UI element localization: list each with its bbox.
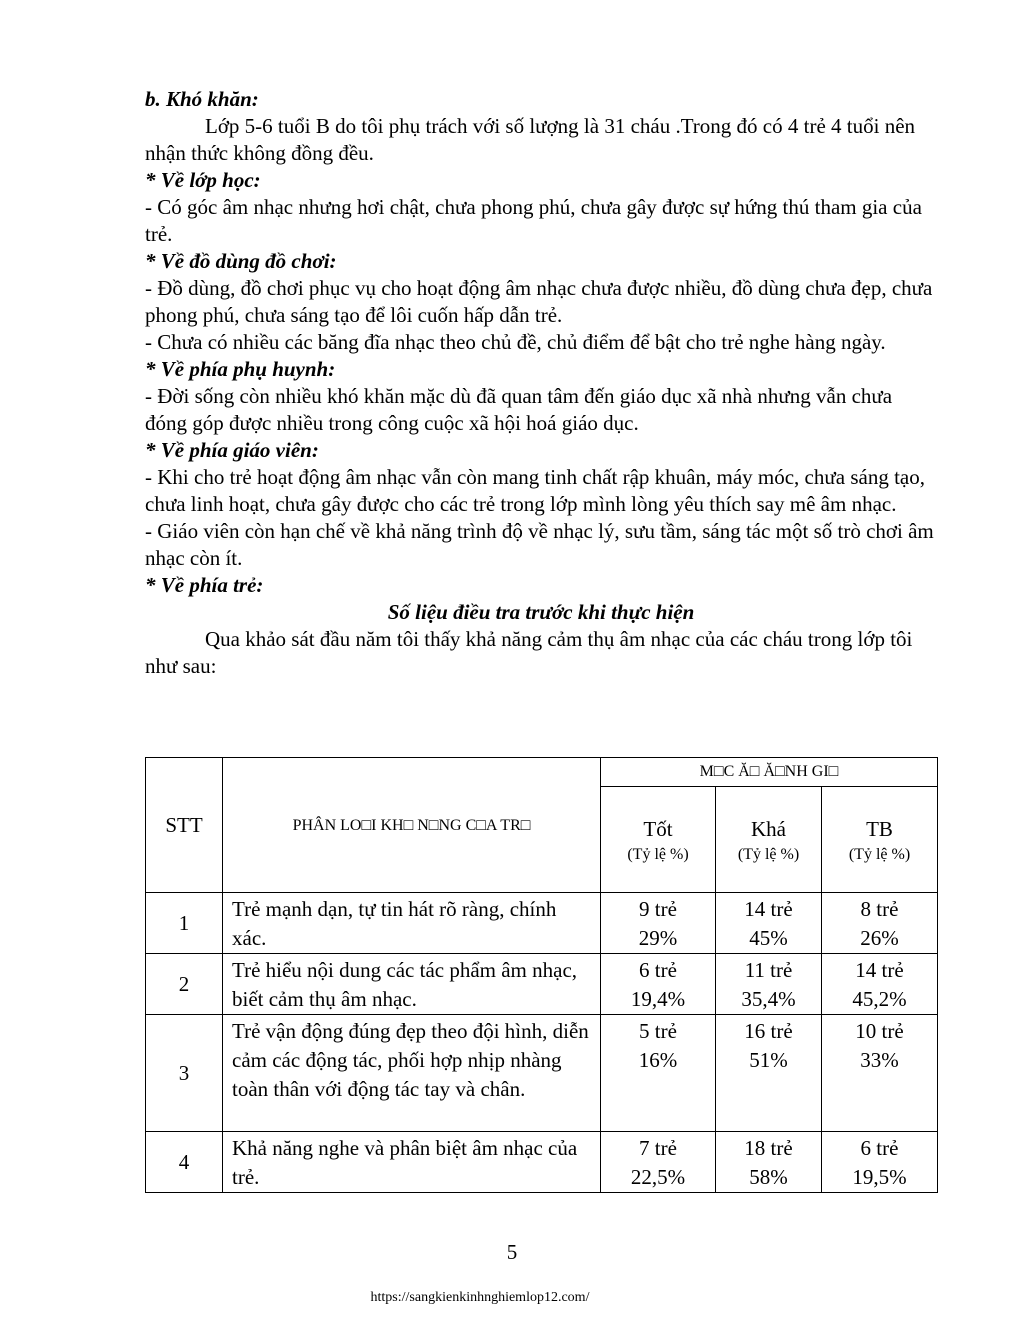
page-number: 5 bbox=[506, 1240, 518, 1264]
header-level-good bbox=[601, 787, 716, 893]
row-stt: 1 bbox=[146, 893, 223, 954]
level-good-label: Tốt bbox=[643, 817, 673, 841]
heading-difficulties: b. Khó khăn: bbox=[145, 87, 259, 111]
paragraph-teachers-2: - Giáo viên còn hạn chế về khả năng trình độ về nhạc lý, sưu tầm, sáng tác một số trò chơi âm nhạc còn ít. bbox=[145, 519, 934, 570]
header-category: PHÂN LO□I KH□ N□NG C□A TR□ bbox=[223, 758, 601, 893]
paragraph-materials-2: - Chưa có nhiều các băng đĩa nhạc theo chủ đề, chủ điểm để bật cho trẻ nghe hàng ngày. bbox=[145, 330, 886, 354]
row-val-fair: 14 trẻ 45% bbox=[716, 893, 822, 954]
row-val-average: 8 trẻ 26% bbox=[822, 893, 938, 954]
row-stt: 4 bbox=[146, 1132, 223, 1193]
row-desc: Khả năng nghe và phân biệt âm nhạc của trẻ. bbox=[223, 1132, 601, 1193]
level-average-label: TB bbox=[866, 817, 893, 841]
level-average-unit: (Tỷ lệ %) bbox=[848, 846, 911, 863]
row-stt: 2 bbox=[146, 954, 223, 1015]
heading-materials: * Về đồ dùng đồ chơi: bbox=[145, 249, 337, 273]
header-stt: STT bbox=[146, 758, 223, 893]
level-good-unit: (Tỷ lệ %) bbox=[627, 846, 689, 863]
document-body bbox=[145, 86, 937, 680]
footer-url[interactable]: https://sangkienkinhnghiemlop12.com/ bbox=[370, 1290, 590, 1305]
heading-parents: * Về phía phụ huynh: bbox=[145, 357, 336, 381]
row-val-good: 5 trẻ 16% bbox=[601, 1015, 716, 1132]
survey-intro: Qua khảo sát đầu năm tôi thấy khả năng cảm thụ âm nhạc của các cháu trong lớp tôi như sau: bbox=[145, 627, 913, 678]
heading-classroom: * Về lớp học: bbox=[145, 168, 261, 192]
row-stt: 3 bbox=[146, 1015, 223, 1132]
row-desc: Trẻ vận động đúng đẹp theo đội hình, diễn cảm các động tác, phối hợp nhịp nhàng toàn thân với động tác tay và chân. bbox=[223, 1015, 601, 1132]
header-level-fair bbox=[716, 787, 822, 893]
row-desc: Trẻ mạnh dạn, tự tin hát rõ ràng, chính xác. bbox=[223, 893, 601, 954]
header-evaluation-level: M□C Ă□ Ă□NH GI□ bbox=[601, 758, 938, 787]
row-val-good: 6 trẻ 19,4% bbox=[601, 954, 716, 1015]
row-val-fair: 11 trẻ 35,4% bbox=[716, 954, 822, 1015]
row-val-fair: 18 trẻ 58% bbox=[716, 1132, 822, 1193]
row-val-average: 6 trẻ 19,5% bbox=[822, 1132, 938, 1193]
row-val-fair: 16 trẻ 51% bbox=[716, 1015, 822, 1132]
table-row bbox=[146, 1015, 938, 1132]
paragraph-class-size: Lớp 5-6 tuổi B do tôi phụ trách với số lượng là 31 cháu .Trong đó có 4 trẻ 4 tuổi nên nhận thức không đồng đều. bbox=[145, 114, 916, 165]
table-row bbox=[146, 893, 938, 954]
row-desc: Trẻ hiểu nội dung các tác phẩm âm nhạc, biết cảm thụ âm nhạc. bbox=[223, 954, 601, 1015]
paragraph-teachers-1: - Khi cho trẻ hoạt động âm nhạc vẫn còn mang tinh chất rập khuân, máy móc, chưa sáng tạo, chưa linh hoạt, chưa gây được cho các trẻ trong lớp mình lòng yêu thích say mê âm nhạc. bbox=[145, 465, 925, 516]
heading-teachers: * Về phía giáo viên: bbox=[145, 438, 319, 462]
level-fair-label: Khá bbox=[751, 817, 786, 841]
survey-table-wrapper bbox=[145, 757, 937, 1193]
table-row bbox=[146, 1132, 938, 1193]
paragraph-parents: - Đời sống còn nhiều khó khăn mặc dù đã quan tâm đến giáo dục xã nhà nhưng vẫn chưa đóng góp được nhiều trong công cuộc xã hội hoá giáo dục. bbox=[145, 384, 893, 435]
header-level-average bbox=[822, 787, 938, 893]
survey-table bbox=[145, 757, 938, 1193]
paragraph-materials-1: - Đồ dùng, đồ chơi phục vụ cho hoạt động âm nhạc chưa được nhiều, đồ dùng chưa đẹp, chưa phong phú, chưa sáng tạo để lôi cuốn hấp dẫn trẻ. bbox=[145, 276, 933, 327]
heading-children: * Về phía trẻ: bbox=[145, 573, 264, 597]
row-val-average: 10 trẻ 33% bbox=[822, 1015, 938, 1132]
row-val-average: 14 trẻ 45,2% bbox=[822, 954, 938, 1015]
row-val-good: 9 trẻ 29% bbox=[601, 893, 716, 954]
row-val-good: 7 trẻ 22,5% bbox=[601, 1132, 716, 1193]
table-row bbox=[146, 954, 938, 1015]
level-fair-unit: (Tỷ lệ %) bbox=[737, 846, 800, 863]
paragraph-classroom: - Có góc âm nhạc nhưng hơi chật, chưa phong phú, chưa gây được sự hứng thú tham gia của trẻ. bbox=[145, 195, 922, 246]
survey-title: Số liệu điều tra trước khi thực hiện bbox=[387, 600, 695, 624]
